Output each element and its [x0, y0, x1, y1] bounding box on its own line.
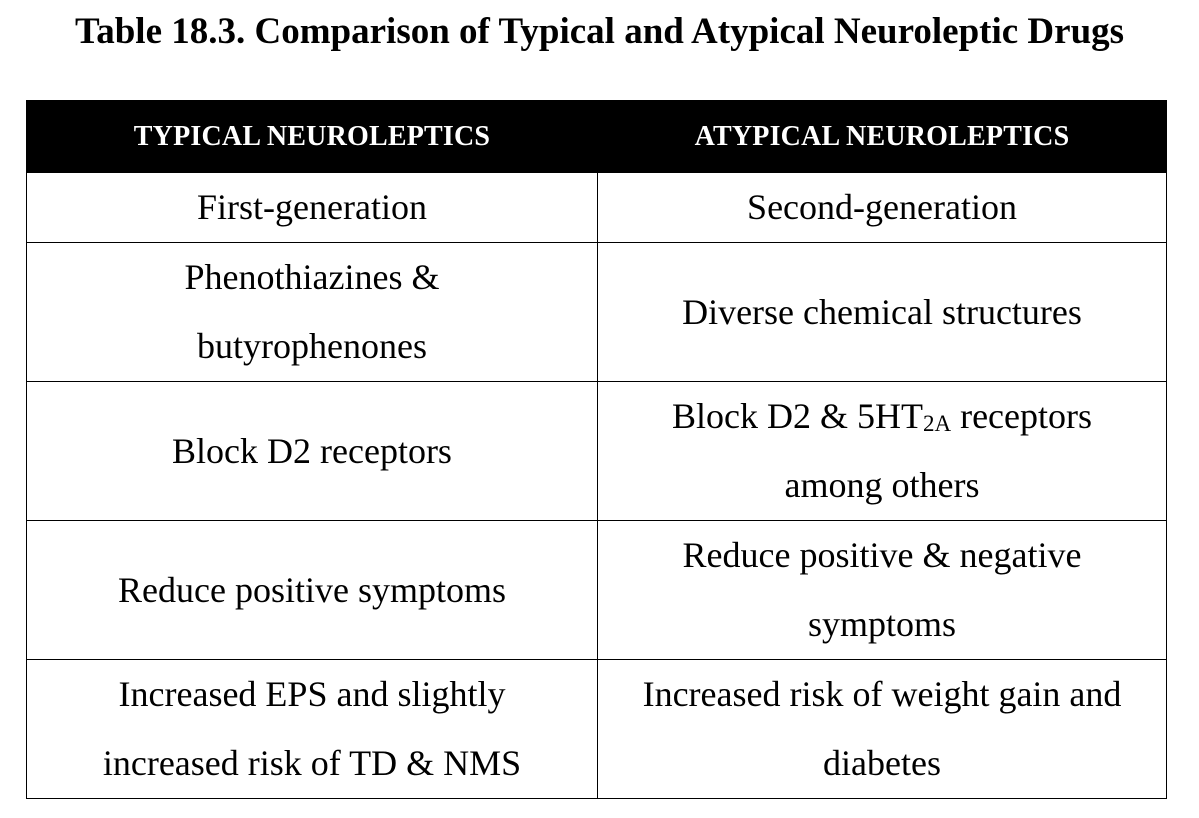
table-row	[27, 243, 1167, 382]
cell-atypical-receptors-text-b: receptors among others	[784, 396, 1093, 505]
cell-atypical-receptors-text-a: Block D2 & 5HT	[671, 396, 923, 436]
comparison-table	[26, 100, 1167, 799]
table-row	[27, 382, 1167, 521]
cell-typical-generation: First-generation	[27, 173, 598, 243]
cell-atypical-symptoms	[598, 521, 1167, 660]
cell-typical-receptors: Block D2 receptors	[27, 382, 598, 521]
cell-atypical-risks	[598, 660, 1167, 799]
cell-atypical-symptoms-text: Reduce positive & negative symptoms	[682, 535, 1082, 644]
cell-atypical-risks-text: Increased risk of weight gain and diabetes	[642, 674, 1122, 783]
table-row	[27, 660, 1167, 799]
header-typical: TYPICAL NEUROLEPTICS	[27, 101, 598, 173]
cell-atypical-structure: Diverse chemical structures	[598, 243, 1167, 382]
cell-typical-structure-text: Phenothiazines & butyrophenones	[184, 257, 440, 366]
cell-typical-structure	[27, 243, 598, 382]
table-header-row	[27, 101, 1167, 173]
cell-atypical-receptors	[598, 382, 1167, 521]
table-row	[27, 173, 1167, 243]
cell-atypical-generation: Second-generation	[598, 173, 1167, 243]
table-title: Table 18.3. Comparison of Typical and Atypical Neuroleptic Drugs	[74, 11, 1125, 52]
cell-typical-risks	[27, 660, 598, 799]
cell-typical-risks-text: Increased EPS and slightly increased risk of TD & NMS	[102, 674, 522, 783]
table-row	[27, 521, 1167, 660]
cell-typical-symptoms: Reduce positive symptoms	[27, 521, 598, 660]
cell-atypical-receptors-subscript: 2A	[922, 411, 952, 436]
header-atypical: ATYPICAL NEUROLEPTICS	[598, 101, 1167, 173]
